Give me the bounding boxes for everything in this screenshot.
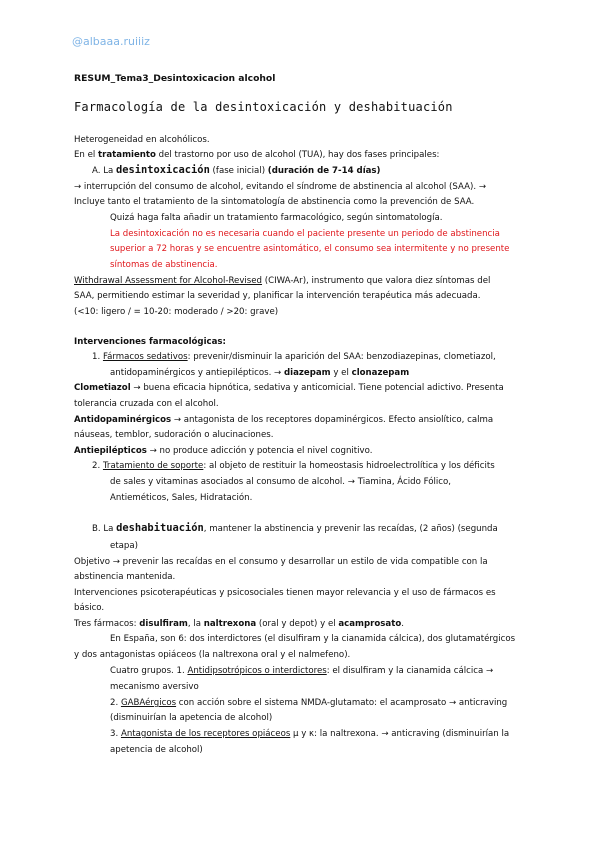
text-line: Intervenciones psicoterapéuticas y psicosociales tienen mayor relevancia y el uso de fármacos es [74, 588, 496, 598]
warning-line: La desintoxicación no es necesaria cuando el paciente presente un periodo de abstinencia [110, 229, 500, 239]
text-line: → interrupción del consumo de alcohol, evitando el síndrome de abstinencia al alcohol (SAA). → [74, 182, 487, 192]
text-line: 3. Antagonista de los receptores opiáceos μ y κ: la naltrexona. → anticraving (disminuirían la [110, 729, 510, 739]
text-line: Objetivo → prevenir las recaídas en el consumo y desarrollar un estilo de vida compatible con la [74, 557, 488, 567]
text-line: Tres fármacos: disulfiram, la naltrexona (oral y depot) y el acamprosato. [74, 619, 404, 629]
text-line: En el tratamiento del trastorno por uso de alcohol (TUA), hay dos fases principales: [74, 150, 440, 160]
author-watermark: @albaaa.ruiiiz [72, 35, 150, 48]
text-line: (disminuirían la apetencia de alcohol) [110, 713, 273, 723]
text-line: etapa) [110, 541, 138, 551]
document-title: RESUM_Tema3_Desintoxicacion alcohol [74, 73, 276, 84]
text-line: Heterogeneidad en alcohólicos. [74, 135, 210, 145]
warning-line: superior a 72 horas y se encuentre asintomático, el consumo sea intermitente y no presente [110, 244, 510, 254]
text-line: tolerancia cruzada con el alcohol. [74, 399, 219, 409]
text-line: Antidopaminérgicos → antagonista de los receptores dopaminérgicos. Efecto ansiolítico, calma [74, 415, 494, 425]
list-item-a: A. La desintoxicación (fase inicial) (duración de 7-14 días) [92, 164, 381, 176]
subsection-heading: Intervenciones farmacológicas: [74, 337, 226, 347]
text-line: 2. GABAérgicos con acción sobre el sistema NMDA-glutamato: el acamprosato → anticraving [110, 698, 508, 708]
text-line: Clometiazol → buena eficacia hipnótica, sedativa y anticomicial. Tiene potencial adictivo. Presenta [74, 383, 504, 393]
text-line: y dos antagonistas opiáceos (la naltrexona oral y el nalmefeno). [74, 650, 351, 660]
text-line: de sales y vitaminas asociados al consumo de alcohol. → Tiamina, Ácido Fólico, [110, 477, 451, 487]
text-line: náuseas, temblor, sudoración o alucinaciones. [74, 430, 274, 440]
list-item-b: B. La deshabituación, mantener la abstinencia y prevenir las recaídas, (2 años) (segunda [92, 522, 498, 534]
text-line: antidopaminérgicos y antiepilépticos. → diazepam y el clonazepam [110, 368, 410, 378]
list-item-2: 2. Tratamiento de soporte: al objeto de restituir la homeostasis hidroelectrolítica y los déficits [92, 461, 495, 471]
text-line: apetencia de alcohol) [110, 745, 203, 755]
warning-line: síntomas de abstinencia. [110, 260, 218, 270]
text-line: Incluye tanto el tratamiento de la sintomatología de abstinencia como la prevención de SAA. [74, 197, 475, 207]
section-heading: Farmacología de la desintoxicación y deshabituación [74, 100, 453, 114]
list-item-1: 1. Fármacos sedativos: prevenir/disminuir la aparición del SAA: benzodiazepinas, clometiazol, [92, 352, 496, 362]
text-line: Cuatro grupos. 1. Antidipsotrópicos o interdictores: el disulfiram y la cianamida cálcica → [110, 666, 494, 676]
text-line: básico. [74, 603, 105, 613]
text-line: Withdrawal Assessment for Alcohol-Revised (CIWA-Ar), instrumento que valora diez síntomas del [74, 276, 491, 286]
text-line: Antiepilépticos → no produce adicción y potencia el nivel cognitivo. [74, 446, 373, 456]
text-line: Quizá haga falta añadir un tratamiento farmacológico, según sintomatología. [110, 213, 443, 223]
text-line: abstinencia mantenida. [74, 572, 176, 582]
text-line: mecanismo aversivo [110, 682, 199, 692]
text-line: (<10: ligero / = 10-20: moderado / >20: grave) [74, 307, 279, 317]
text-line: En España, son 6: dos interdictores (el disulfiram y la cianamida cálcica), dos glutamatérgicos [110, 634, 516, 644]
text-line: Antieméticos, Sales, Hidratación. [110, 493, 253, 503]
text-line: SAA, permitiendo estimar la severidad y, planificar la intervención terapéutica más adecuada. [74, 291, 481, 301]
